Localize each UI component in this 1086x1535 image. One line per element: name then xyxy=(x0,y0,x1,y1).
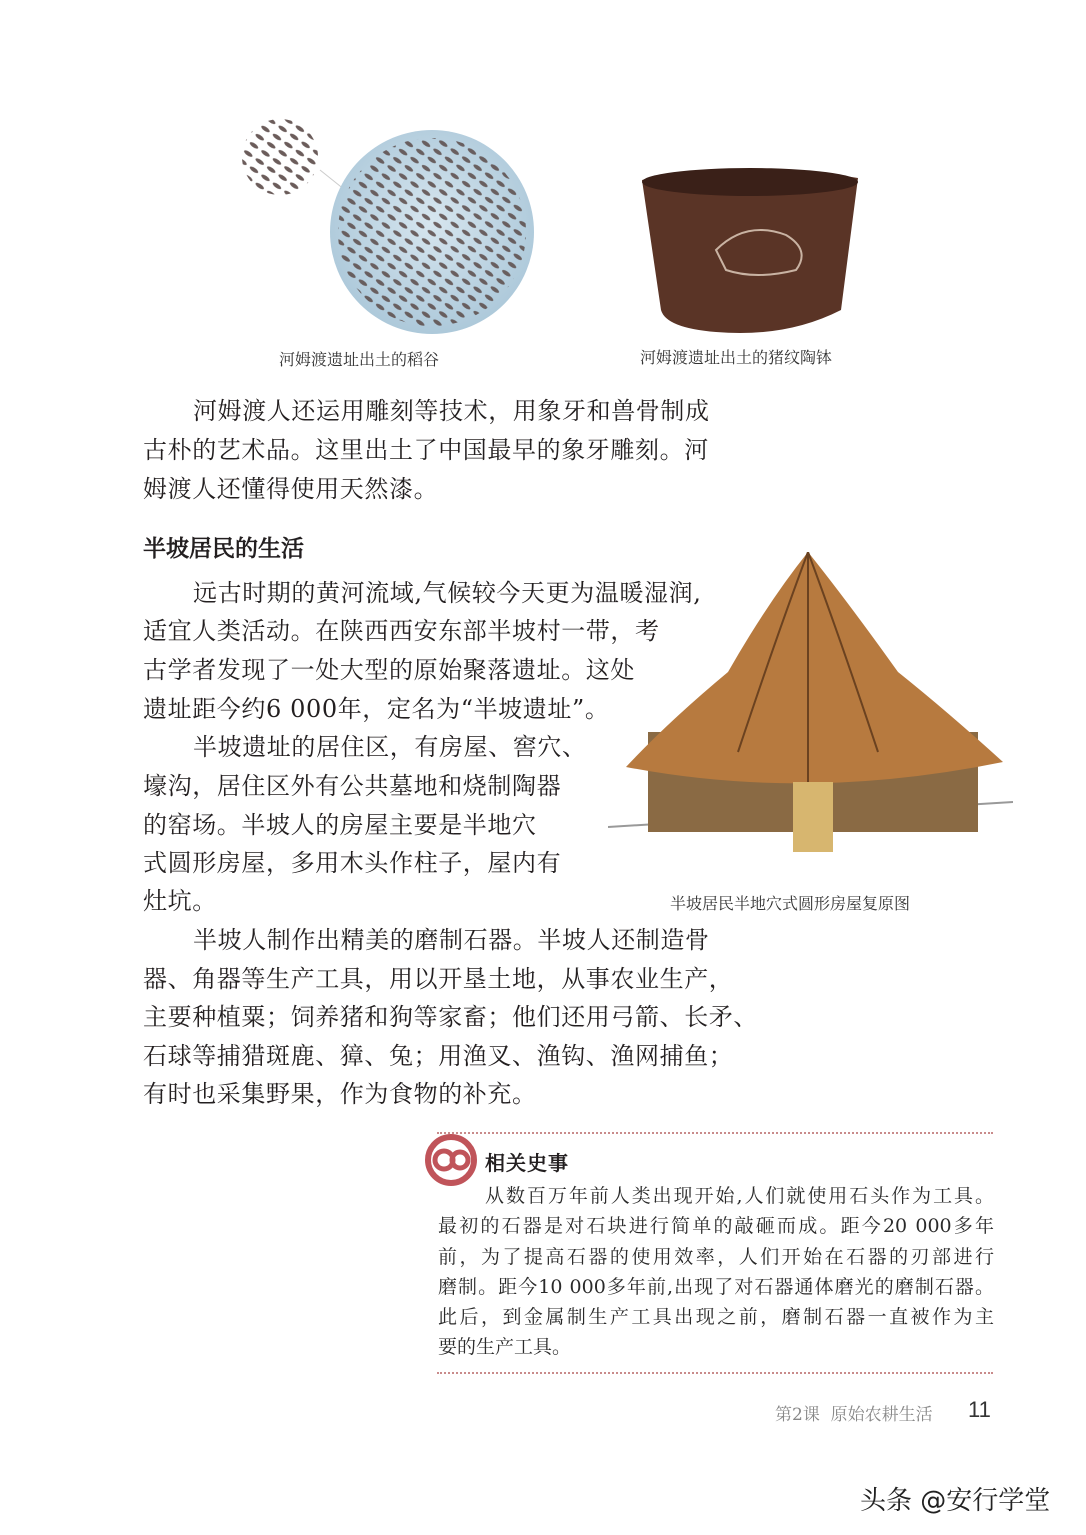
rice-grains-image xyxy=(235,115,545,345)
paragraph-line: 有时也采集野果，作为食物的补充。 xyxy=(143,1080,537,1108)
related-history-logo-icon xyxy=(424,1133,478,1187)
page-number: 11 xyxy=(968,1397,991,1422)
paragraph-line: 灶坑。 xyxy=(143,887,217,915)
paragraph-line: 古学者发现了一处大型的原始聚落遗址。这处 xyxy=(143,656,635,684)
paragraph-line: 遗址距今约6 000年，定名为“半坡遗址”。 xyxy=(143,695,610,723)
paragraph-line: 半坡遗址的居住区，有房屋、窖穴、 xyxy=(193,733,587,761)
paragraph-line: 古朴的艺术品。这里出土了中国最早的象牙雕刻。河 xyxy=(143,436,709,464)
paragraph-line: 器、角器等生产工具，用以开垦土地，从事农业生产， xyxy=(143,965,734,993)
sidebar-title: 相关史事 xyxy=(485,1151,569,1175)
footer-lesson: 第2课 原始农耕生活 xyxy=(775,1405,933,1425)
hut-caption: 半坡居民半地穴式圆形房屋复原图 xyxy=(670,894,911,913)
sidebar-text-line: 此后，到金属制生产工具出现之前，磨制石器一直被作为主 xyxy=(438,1306,994,1328)
sidebar-top-divider xyxy=(437,1132,993,1134)
paragraph-line: 适宜人类活动。在陕西西安东部半坡村一带，考 xyxy=(143,617,660,645)
paragraph-line: 远古时期的黄河流域,气候较今天更为温暖湿润, xyxy=(193,579,702,607)
bowl-caption: 河姆渡遗址出土的猪纹陶钵 xyxy=(640,348,833,367)
sidebar-text-line: 要的生产工具。 xyxy=(438,1336,572,1358)
sidebar-text-line: 从数百万年前人类出现开始,人们就使用石头作为工具。 xyxy=(485,1185,994,1207)
watermark: 头条 @安行学堂 xyxy=(860,1486,1051,1516)
paragraph-line: 的窑场。半坡人的房屋主要是半地穴 xyxy=(143,811,537,839)
paragraph-line: 壕沟，居住区外有公共墓地和烧制陶器 xyxy=(143,772,562,800)
sidebar-text-line: 磨制。距今10 000多年前,出现了对石器通体磨光的磨制石器。 xyxy=(438,1276,994,1298)
sidebar-text-line: 最初的石器是对石块进行简单的敲砸而成。距今20 000多年 xyxy=(438,1215,994,1237)
paragraph-line: 主要种植粟；饲养猪和狗等家畜；他们还用弓箭、长矛、 xyxy=(143,1003,758,1031)
paragraph-line: 式圆形房屋，多用木头作柱子，屋内有 xyxy=(143,849,562,877)
paragraph-line: 石球等捕猎斑鹿、獐、兔；用渔叉、渔钩、渔网捕鱼； xyxy=(143,1042,734,1070)
sidebar-bottom-divider xyxy=(437,1372,993,1374)
sidebar-text-line: 前，为了提高石器的使用效率，人们开始在石器的刃部进行 xyxy=(438,1246,994,1268)
pig-pattern-bowl-image xyxy=(636,160,866,340)
paragraph-line: 半坡人制作出精美的磨制石器。半坡人还制造骨 xyxy=(193,926,710,954)
paragraph-line: 姆渡人还懂得使用天然漆。 xyxy=(143,475,439,503)
paragraph-line: 河姆渡人还运用雕刻等技术，用象牙和兽骨制成 xyxy=(193,397,710,425)
rice-caption: 河姆渡遗址出土的稻谷 xyxy=(279,350,440,369)
section-heading: 半坡居民的生活 xyxy=(143,536,304,562)
